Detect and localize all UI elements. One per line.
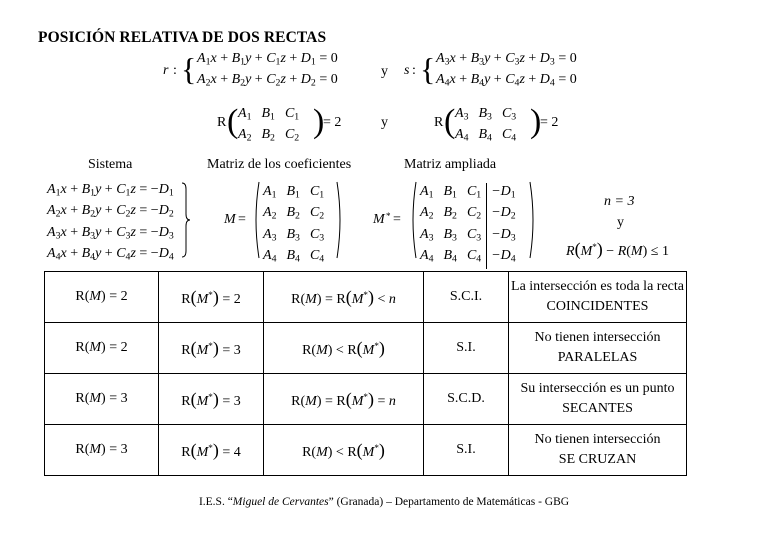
rank-mstar-cell: R(M*) = 4 [159, 425, 264, 476]
rank-r: R ( A1 B1 C1 A2 B2 C2 ) = 2 [217, 103, 342, 144]
position-name: PARALELAS [557, 350, 638, 365]
relation-cell: R(M) = R(M*) < n [264, 272, 424, 323]
rank-m-value: 2 [120, 340, 128, 355]
position-cell [509, 272, 687, 323]
relation-cell: R(M) = R(M*) = n [264, 374, 424, 425]
rank-mstar-value: 3 [233, 342, 241, 358]
table-row [45, 323, 687, 374]
table-row [45, 425, 687, 476]
page-title: POSICIÓN RELATIVA DE DOS RECTAS [38, 29, 327, 46]
rank-m-cell: R(M) = 2 [45, 323, 159, 374]
rank-m-cell: R(M) = 3 [45, 425, 159, 476]
position-cell [509, 323, 687, 374]
condition-n: n = 3 [604, 194, 635, 209]
rank-mstar-cell: R(M*) = 2 [159, 272, 264, 323]
coef-matrix: M = A1 B1 C1 A2 B2 C2 A3 B3 C3 A4 B4 C4 [224, 181, 354, 261]
rank-s: R ( A3 B3 C3 A4 B4 C4 ) = 2 [434, 103, 559, 144]
header-system: Sistema [88, 157, 133, 172]
table-row [45, 272, 687, 323]
rank-mstar-cell: R(M*) = 3 [159, 374, 264, 425]
position-name: SE CRUZAN [558, 452, 637, 467]
condition-y: y [617, 215, 624, 230]
relation-cell: R(M) < R(M*) [264, 425, 424, 476]
rank-m-value: 3 [120, 442, 128, 457]
condition-rank-diff: R(M*) − R(M) ≤ 1 [566, 239, 669, 259]
system-type-cell: S.I. [424, 425, 509, 476]
rank-m-value: 3 [120, 391, 128, 406]
connector-y-1: y [381, 64, 388, 79]
connector-y-2: y [381, 115, 388, 130]
aug-matrix: M * = A1 B1 C1 −D1 A2 B2 C2 −D2 A3 B3 C3 −D3 A4 B4 C4 −D4 [373, 181, 543, 261]
position-cell [509, 374, 687, 425]
rank-m-cell: R(M) = 2 [45, 272, 159, 323]
position-description: No tienen intersección [534, 432, 661, 447]
rank-mstar-value: 4 [233, 444, 241, 460]
position-cell [509, 425, 687, 476]
system-type-cell: S.I. [424, 323, 509, 374]
relation-cell: R(M) < R(M*) [264, 323, 424, 374]
rank-mstar-value: 3 [233, 393, 241, 409]
position-name: COINCIDENTES [546, 299, 649, 314]
table-row [45, 374, 687, 425]
rank-m-value: 2 [120, 289, 128, 304]
position-name: SECANTES [562, 401, 633, 416]
header-coef-matrix: Matriz de los coeficientes [207, 157, 352, 172]
position-description: No tienen intersección [534, 330, 661, 345]
position-description: Su intersección es un punto [520, 381, 675, 396]
header-aug-matrix: Matriz ampliada [404, 157, 497, 172]
footer: I.E.S. “Miguel de Cervantes” (Granada) – Departamento de Matemáticas - GBG [198, 496, 570, 508]
rank-mstar-cell: R(M*) = 3 [159, 323, 264, 374]
equation-system: A1x + B1y + C1z = −D1 A2x + B2y + C2z = −D2 A3x + B3y + C3z = −D3 A4x + B4y + C4z = −D4 [47, 182, 174, 263]
system-type-cell: S.C.D. [424, 374, 509, 425]
position-description: La intersección es toda la recta [511, 279, 684, 294]
rank-mstar-value: 2 [233, 291, 241, 307]
system-type-cell: S.C.I. [424, 272, 509, 323]
rank-m-cell: R(M) = 3 [45, 374, 159, 425]
relative-position-table [44, 271, 687, 476]
system-brace [181, 181, 191, 259]
